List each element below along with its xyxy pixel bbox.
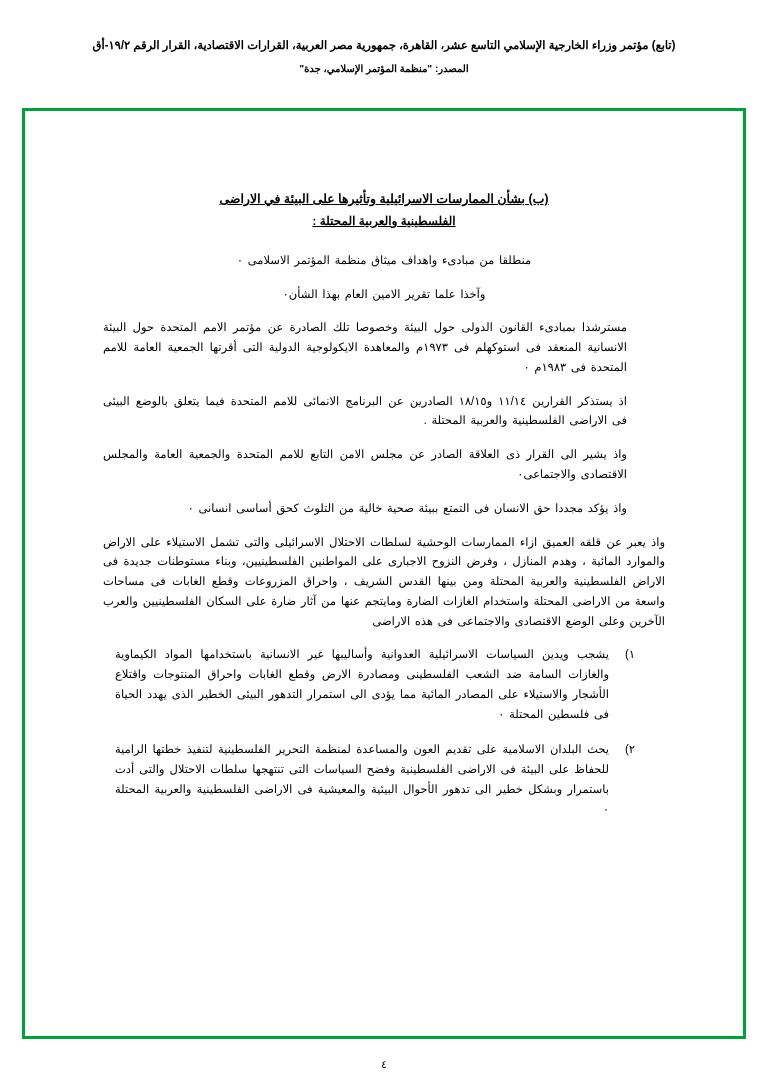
section-title-line-1: (ب) بشأن الممارسات الاسرائيلية وتأثيرها على البيئة في الاراضى [219,192,549,206]
paragraph-5: واذ يشير الى القرار ذى العلاقة الصادر عن مجلس الامن التابع للامم المتحدة والجمعية العامة والمجلس الاقتصادى والاجتماعى٠ [103,449,627,481]
section-title [103,189,665,232]
paragraph-1: منطلقا من مبادىء واهداف ميثاق منظمة المؤتمر الاسلامى ٠ [236,254,532,267]
header-title-line: (تابع) مؤتمر وزراء الخارجية الإسلامي التاسع عشر، القاهرة، جمهورية مصر العربية، القرارات الاقتصادية، القرار الرقم ١٩/٢-أق [92,40,676,52]
paragraph-6: واذ يؤكد مجددا حق الانسان فى التمتع ببيئة صحية خالية من التلوث كحق أساسى انسانى ٠ [187,502,627,515]
paragraph-4: اذ يستذكر القرارين ١١/١٤ و١٨/١٥ الصادرين عن البرنامج الانمائى للامم المتحدة فيما يتعلق بالوضع البيئى فى الاراضى الفلسطينية والعربية المحتلة . [103,395,627,428]
document-body [25,111,743,1036]
list-item-text: يحث البلدان الاسلامية على تقديم العون والمساعدة لمنظمة التحرير الفلسطينية لتنفيذ خطتها الرامية للحفاظ على البيئة فى الاراضى الفلسطينية وفضح السياسات التى تنتهجها سلطات الاحتلال والتى أدت باستمرار وبشكل خطير الى تدهور الأحوال البيئية والمعيشية فى الاراضى الفلسطينية والعربية المحتلة ٠ [115,744,609,816]
section-title-line-2: الفلسطينية والعربية المحتلة : [312,213,456,228]
green-border-frame [22,108,746,1039]
paragraph-7: واذ يعبر عن قلقه العميق ازاء الممارسات الوحشية لسلطات الاحتلال الاسرائيلى والتى تشمل الاستيلاء على الاراض والموارد المائية ، وهدم المنازل ، وفرض النزوح الاجبارى على المواطنين الفلسطينيين، وبناء مستوطنات جديدة فى الاراض الفلسطينية والعربية المحتلة ومن بينها القدس الشريف ، واحراق المزروعات وقطع الغابات فى مساحات واسعة من الاراضى المحتلة واستخدام الغازات الضارة ومايتجم عنها من آثار ضارة على السكان الفلسطينيين والعرب الآخرين وعلى الوضع الاقتصادى والاجتماعى فى هذه الاراضى [103,536,665,628]
page-number: ٤ [381,1059,387,1071]
list-item [103,741,665,820]
document-header [0,0,768,75]
list-item-text: يشجب ويدين السياسات الاسرائيلية العدوانية وأساليبها غير الانسانية باستخدامها المواد الكيماوية والغازات السامة ضد الشعب الفلسطينى ومصادرة الارض وقطع الغابات واحراق المنتوجات واقتلاع الأشجار والاستيلاء على المصادر المائية مما يؤدى الى استمرار التدهور البيئى الخطير الذى يهدد الحياة فى فلسطين المحتلة ٠ [115,649,609,721]
header-source-line: المصدر: "منظمة المؤتمر الإسلامي، جدة" [299,64,469,76]
paragraph-2: وآخذا علما تقرير الامين العام بهذا الشأن٠ [282,288,486,301]
paragraph-3: مسترشدا بمبادىء القانون الدولى حول البيئة وخصوصا تلك الصادرة عن مؤتمر الامم المتحدة حول البيئة الانسانية المنعقد فى استوكهلم فى ١٩٧٣م والمعاهدة الايكولوجية الدولية التى أقرتها الجمعية العامة للامم المتحدة فى ١٩٨٣م ٠ [103,322,627,374]
list-item-number: ٢) [624,744,635,757]
list-item [103,646,665,725]
list-item-number: ١) [624,649,635,662]
